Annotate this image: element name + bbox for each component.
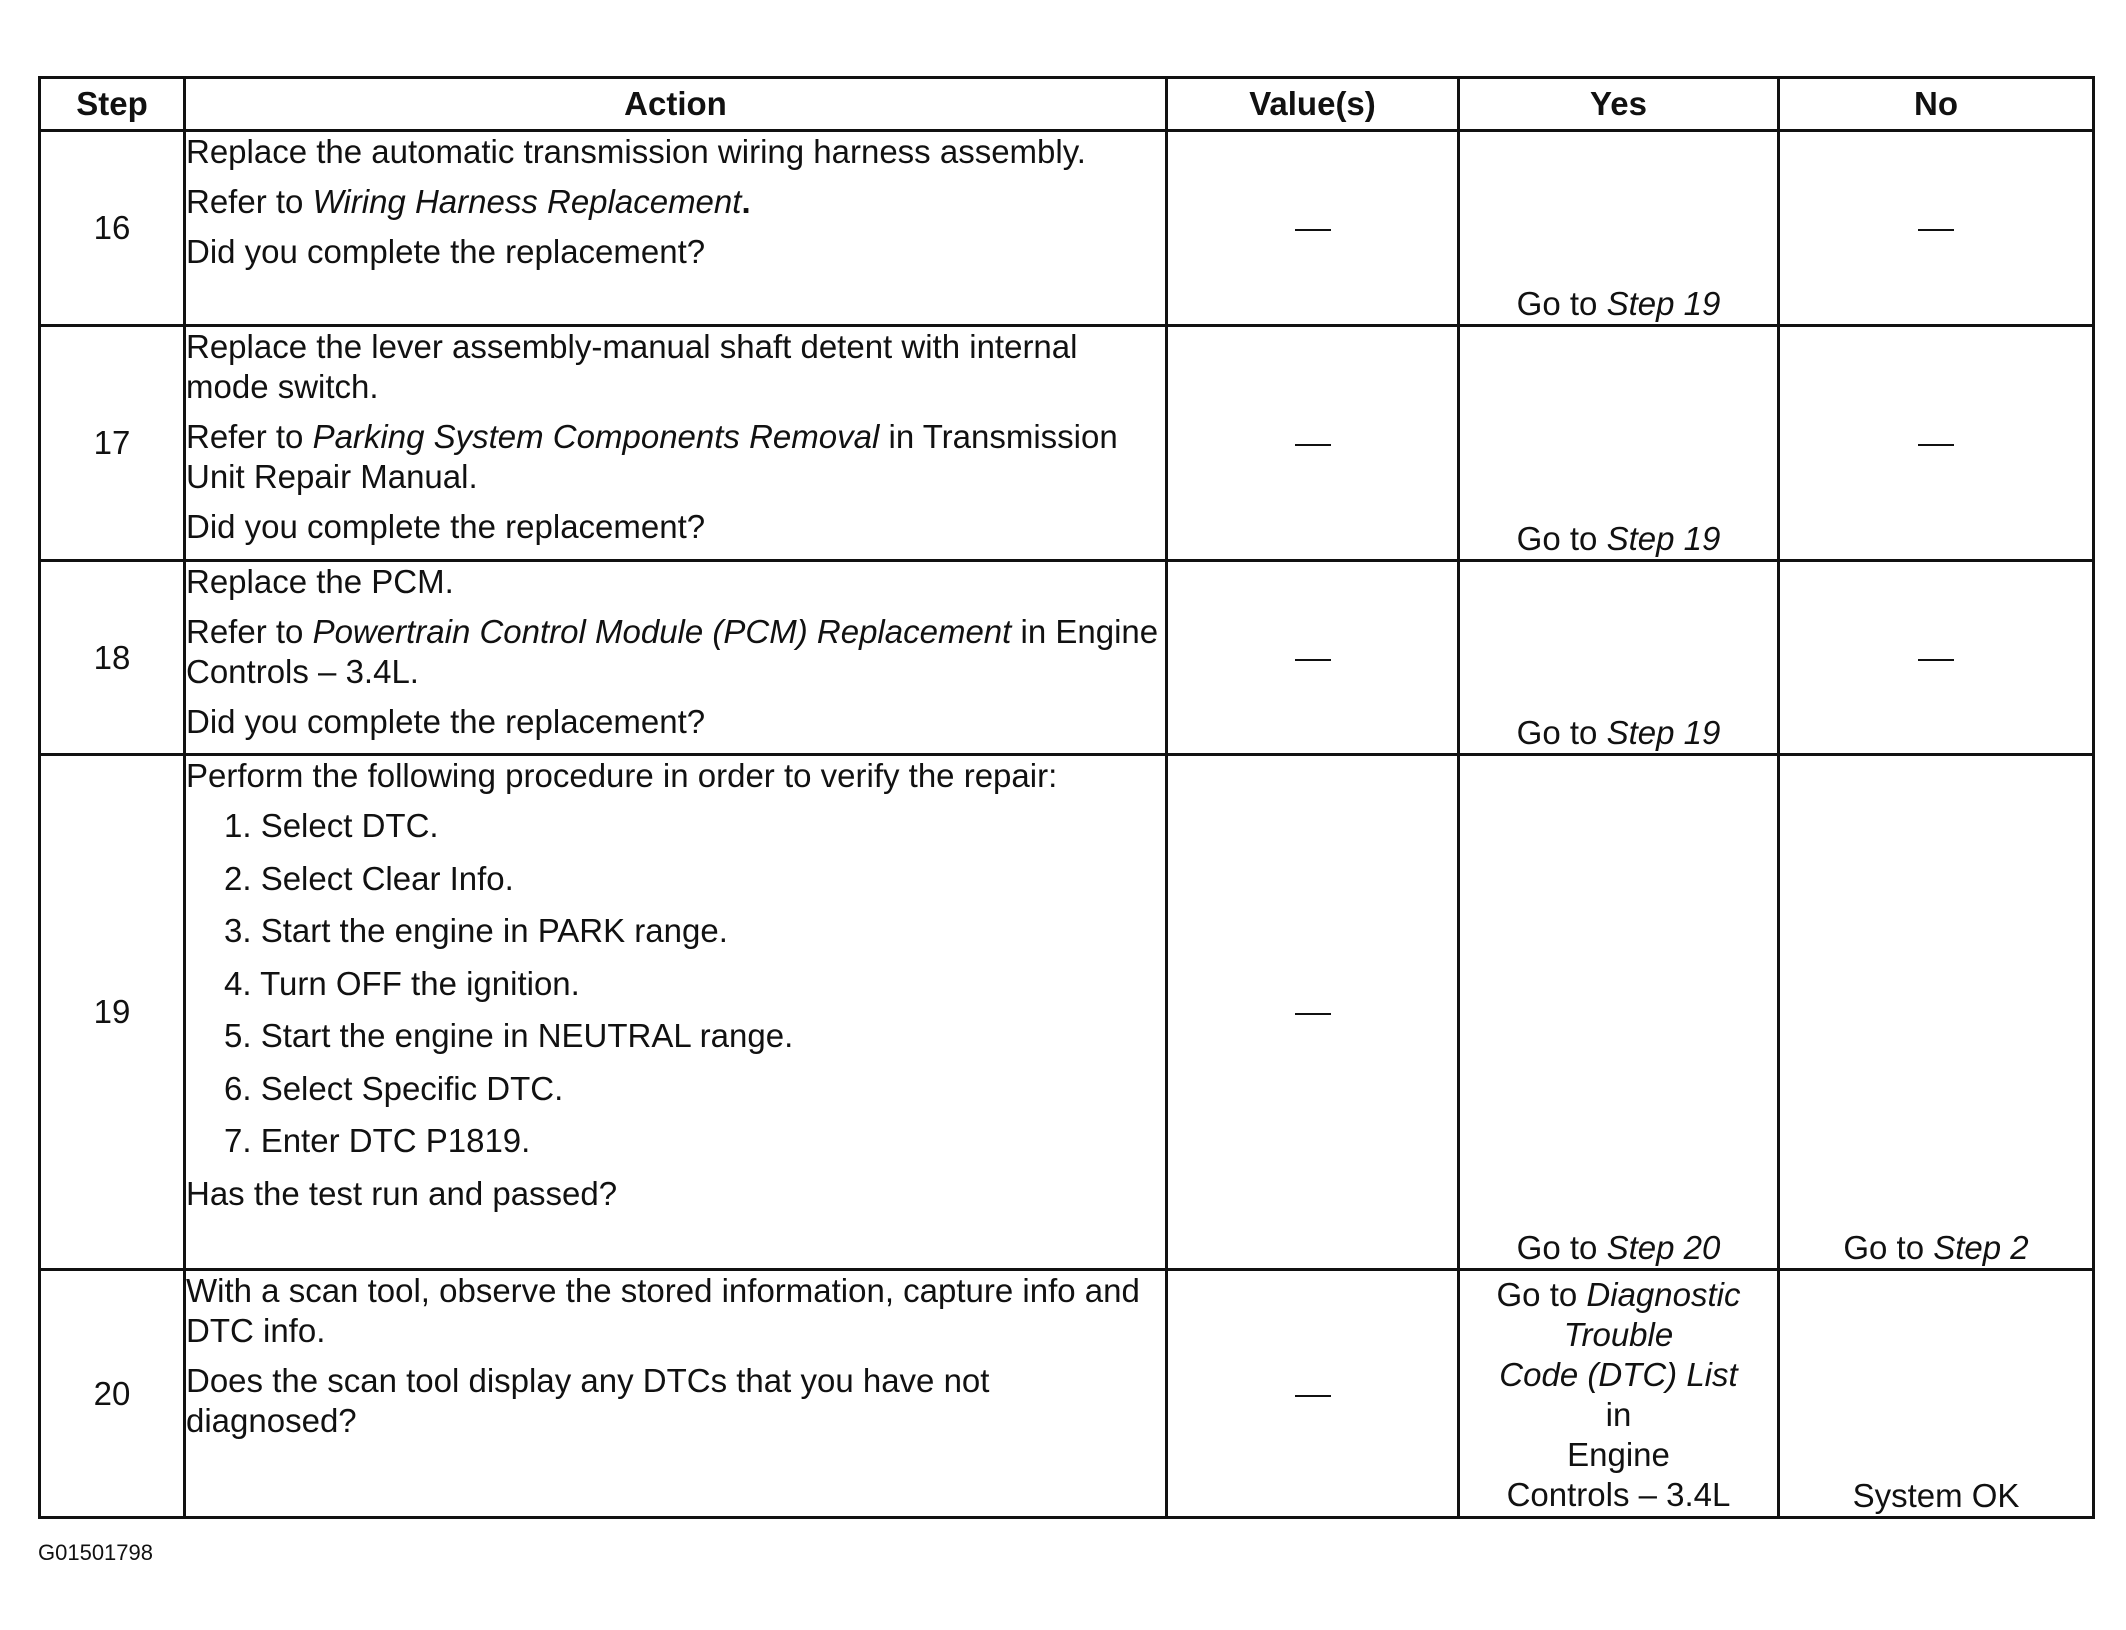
no-cell <box>1779 561 2094 755</box>
step-number: 18 <box>40 561 185 755</box>
step-number: 16 <box>40 131 185 326</box>
yes-cell: Go to Step 19 <box>1459 326 1779 561</box>
values-cell <box>1167 326 1459 561</box>
step-number: 17 <box>40 326 185 561</box>
step-link[interactable]: Step 2 <box>1933 1229 2029 1266</box>
step-link[interactable]: Step 20 <box>1606 1229 1721 1266</box>
action-question: Did you complete the replacement? <box>186 703 706 740</box>
yes-cell <box>1459 1270 1779 1518</box>
yes-cell: Go to Step 19 <box>1459 561 1779 755</box>
procedure-list <box>186 806 1165 1161</box>
diagnostic-table-container <box>38 76 2092 1519</box>
action-instruction: Replace the PCM. <box>186 563 454 600</box>
step-number: 20 <box>40 1270 185 1518</box>
em-dash <box>1295 1013 1331 1015</box>
em-dash <box>1295 229 1331 231</box>
action-question: Has the test run and passed? <box>186 1174 618 1212</box>
em-dash <box>1295 1395 1331 1397</box>
action-cell <box>185 561 1167 755</box>
step-link[interactable]: Step 19 <box>1606 285 1721 322</box>
action-cell <box>185 755 1167 1270</box>
list-item: 6. Select Specific DTC. <box>224 1069 564 1107</box>
header-yes: Yes <box>1459 78 1779 131</box>
values-cell <box>1167 755 1459 1270</box>
action-instruction: Replace the lever assembly-manual shaft detent with internal mode switch. <box>186 328 1078 405</box>
reference-title: Parking System Components Removal <box>312 418 880 455</box>
no-cell <box>1779 1270 2094 1518</box>
table-row <box>40 131 2094 326</box>
yes-cell: Go to Step 20 <box>1459 755 1779 1270</box>
action-reference: Refer to Wiring Harness Replacement. <box>186 183 751 220</box>
list-item: 3. Start the engine in PARK range. <box>224 912 728 949</box>
list-item: 1. Select DTC. <box>224 807 439 844</box>
em-dash <box>1918 659 1954 661</box>
no-cell <box>1779 326 2094 561</box>
action-instruction: With a scan tool, observe the stored information, capture info and DTC info. <box>186 1272 1140 1349</box>
step-link[interactable]: Step 19 <box>1606 714 1721 751</box>
values-cell <box>1167 131 1459 326</box>
action-instruction: Perform the following procedure in order to verify the repair: <box>186 757 1058 794</box>
system-ok-text: System OK <box>1852 1477 2020 1514</box>
values-cell <box>1167 561 1459 755</box>
list-item: 7. Enter DTC P1819. <box>224 1122 531 1159</box>
action-question: Does the scan tool display any DTCs that you have not diagnosed? <box>186 1362 990 1439</box>
list-item: 2. Select Clear Info. <box>224 859 514 897</box>
header-values: Value(s) <box>1167 78 1459 131</box>
action-question: Did you complete the replacement? <box>186 508 706 545</box>
em-dash <box>1295 659 1331 661</box>
no-cell <box>1779 131 2094 326</box>
em-dash <box>1295 444 1331 446</box>
table-row <box>40 326 2094 561</box>
header-step: Step <box>40 78 185 131</box>
step-link[interactable]: Step 19 <box>1606 520 1721 557</box>
diagnostic-table <box>38 76 2095 1519</box>
em-dash <box>1918 444 1954 446</box>
action-cell <box>185 131 1167 326</box>
dtc-list-link[interactable]: Go to Diagnostic Trouble Code (DTC) List in Engine Controls – 3.4L <box>1496 1276 1741 1513</box>
reference-title: Powertrain Control Module (PCM) Replacement <box>312 613 1012 650</box>
header-no: No <box>1779 78 2094 131</box>
list-item: 4. Turn OFF the ignition. <box>224 964 580 1002</box>
reference-title: Wiring Harness Replacement <box>312 183 742 220</box>
action-cell <box>185 1270 1167 1518</box>
yes-cell: Go to Step 19 <box>1459 131 1779 326</box>
action-question: Did you complete the replacement? <box>186 233 706 270</box>
action-reference: Refer to Powertrain Control Module (PCM) Replacement in Engine Controls – 3.4L. <box>186 613 1159 690</box>
action-cell <box>185 326 1167 561</box>
action-instruction: Replace the automatic transmission wiring harness assembly. <box>186 133 1086 170</box>
table-header-row <box>40 78 2094 131</box>
em-dash <box>1918 229 1954 231</box>
table-row <box>40 755 2094 1270</box>
step-number: 19 <box>40 755 185 1270</box>
header-action: Action <box>185 78 1167 131</box>
figure-id: G01501798 <box>38 1540 153 1565</box>
table-row <box>40 1270 2094 1518</box>
action-reference: Refer to Parking System Components Removal in Transmission Unit Repair Manual. <box>186 418 1118 495</box>
list-item: 5. Start the engine in NEUTRAL range. <box>224 1017 794 1054</box>
values-cell <box>1167 1270 1459 1518</box>
no-cell: Go to Step 2 <box>1779 755 2094 1270</box>
table-row <box>40 561 2094 755</box>
